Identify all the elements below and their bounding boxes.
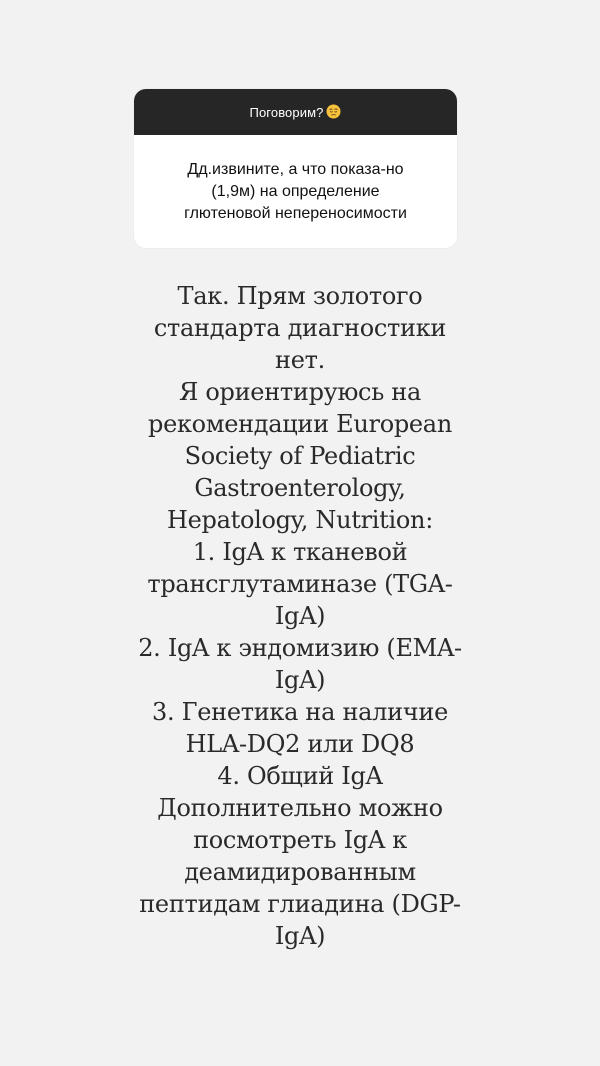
question-sticker <box>134 89 457 248</box>
question-sticker-header <box>134 89 457 135</box>
answer-text: Так. Прям золотого стандарта диагностики нет. Я ориентируюсь на рекомендации European Society of Pediatric Gastroenterology, Hepatology, Nutrition: 1. IgA к тканевой трансглутаминазе (TGA- IgA) 2. IgA к эндомизию (EMA- IgA) 3. Генетика на наличие HLA-DQ2 или DQ8 4. Общий IgA Дополнительно можно посмотреть IgA к деамидированным пептидам глиадина (DGP- IgA) <box>138 282 462 950</box>
question-text: Дд.извините, а что показа-но (1,9м) на определение глютеновой непереносимости <box>184 160 407 222</box>
pensive-face-icon <box>326 104 341 119</box>
question-sticker-title: Поговорим? <box>249 104 324 120</box>
